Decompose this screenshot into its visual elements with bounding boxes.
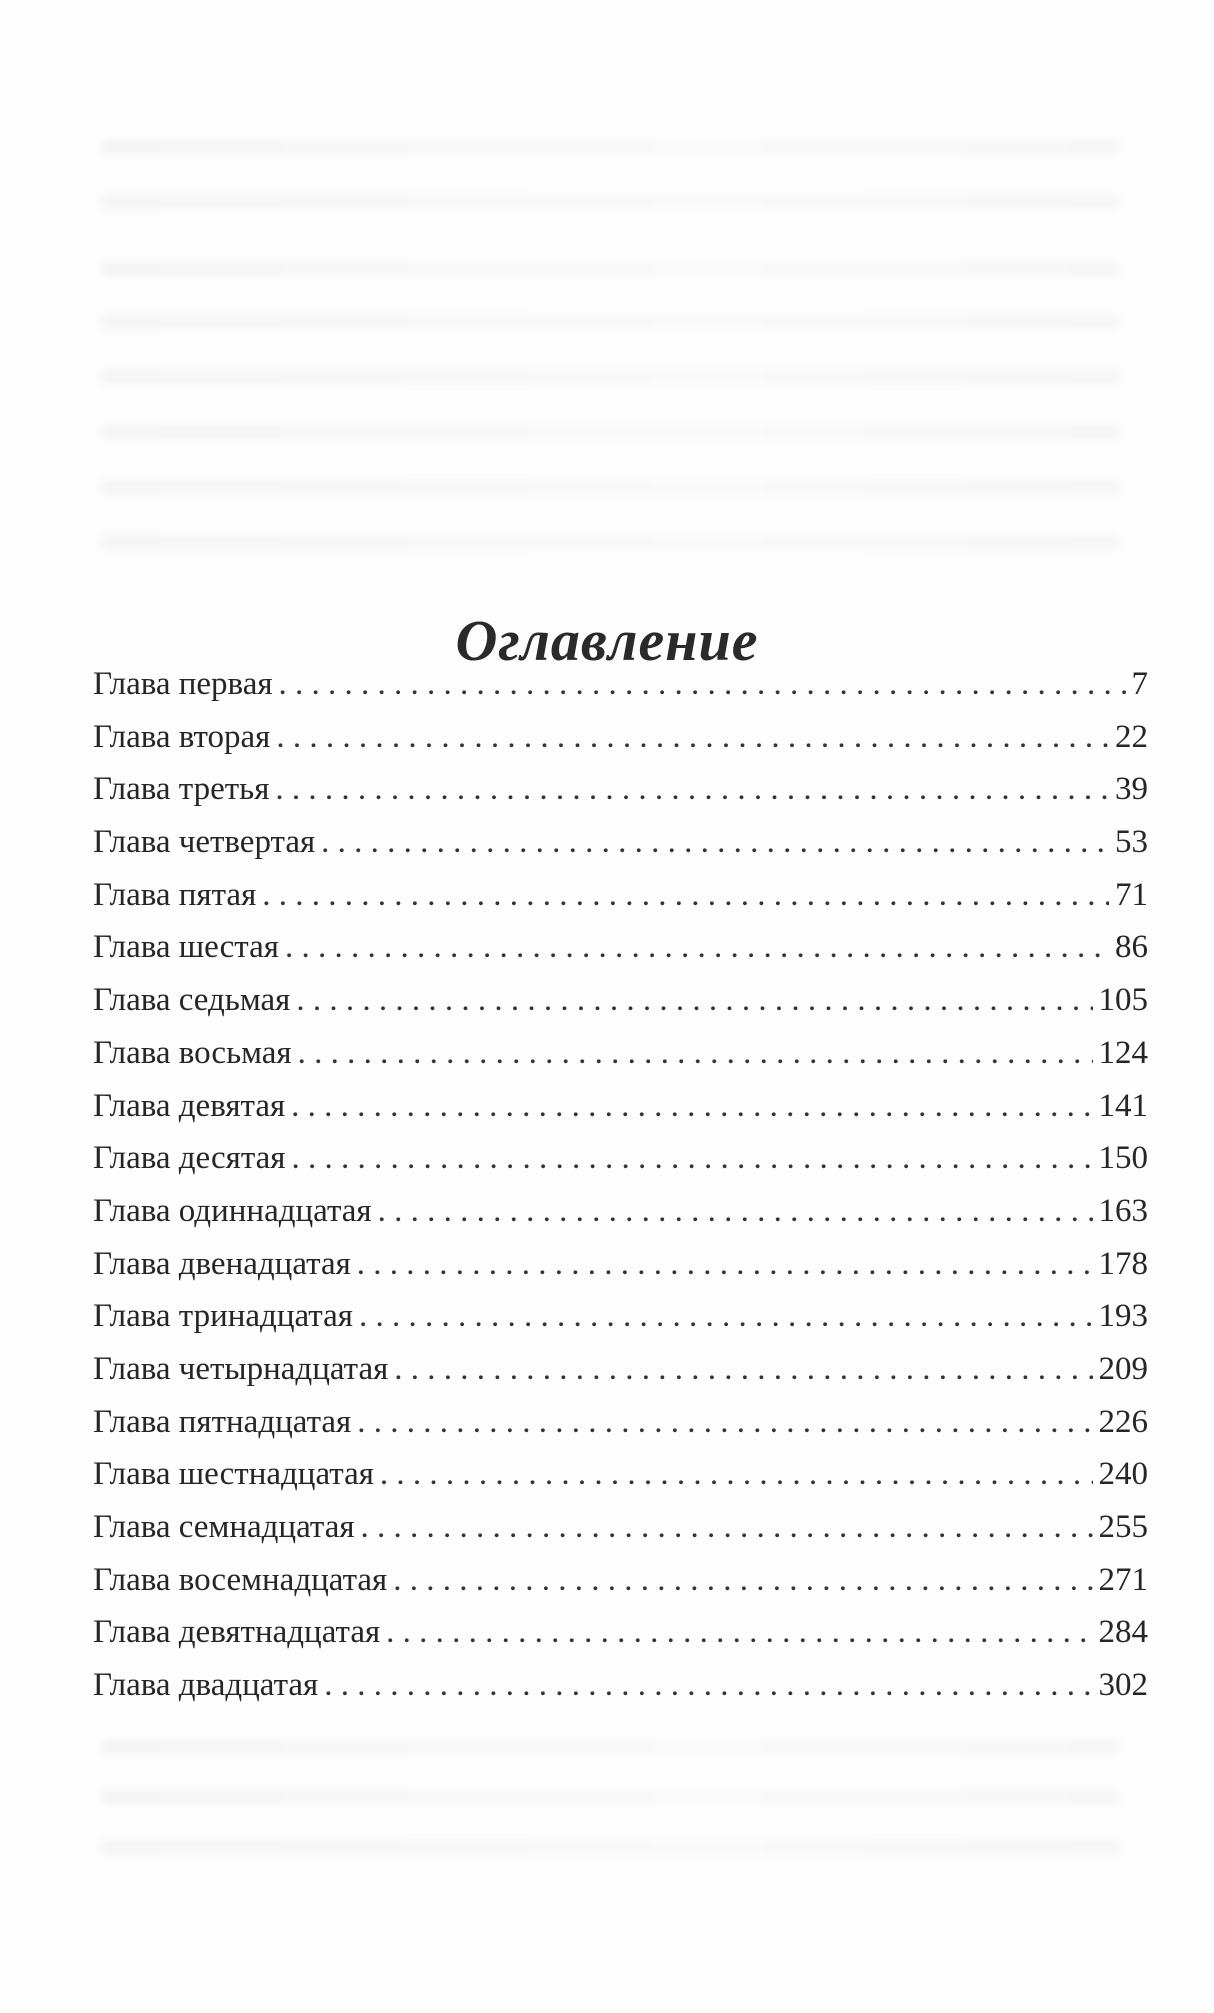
bleed-through-line (100, 1790, 1120, 1804)
toc-entry[interactable] (93, 869, 1148, 922)
toc-entry[interactable] (93, 711, 1148, 764)
page-number: 163 (1098, 1192, 1148, 1229)
dot-leader (275, 763, 1109, 816)
chapter-title: Глава восьмая (93, 1034, 292, 1071)
toc-entry[interactable] (93, 1343, 1148, 1396)
dot-leader (262, 869, 1109, 922)
page-number: 226 (1098, 1403, 1148, 1440)
chapter-title: Глава одиннадцатая (93, 1192, 372, 1229)
dot-leader (378, 1185, 1093, 1238)
toc-entry[interactable] (93, 1606, 1148, 1659)
page-number: 86 (1115, 929, 1148, 966)
page-number: 271 (1098, 1561, 1148, 1598)
bleed-through-line (100, 262, 1120, 276)
toc-entry[interactable] (93, 816, 1148, 869)
bleed-through-line (100, 1840, 1120, 1854)
bleed-through-line (100, 315, 1120, 329)
chapter-title: Глава семнадцатая (93, 1509, 355, 1545)
toc-entry[interactable] (93, 974, 1148, 1027)
toc-entry[interactable] (93, 1290, 1148, 1343)
chapter-title: Глава четырнадцатая (93, 1350, 389, 1387)
chapter-title: Глава двадцатая (93, 1667, 319, 1704)
dot-leader (296, 974, 1092, 1027)
chapter-title: Глава двенадцатая (93, 1245, 351, 1282)
chapter-title: Глава девятнадцатая (93, 1614, 381, 1651)
page-number: 284 (1098, 1614, 1148, 1651)
bleed-through-line (100, 425, 1120, 439)
bleed-through-line (100, 140, 1120, 154)
dot-leader (380, 1448, 1093, 1501)
page-number: 150 (1098, 1140, 1148, 1177)
page-number: 302 (1098, 1667, 1148, 1704)
page-number: 22 (1115, 718, 1148, 755)
dot-leader (279, 658, 1126, 711)
toc-entry[interactable] (93, 1132, 1148, 1185)
dot-leader (285, 921, 1109, 974)
toc-entry[interactable] (93, 1448, 1148, 1501)
dot-leader (359, 1290, 1093, 1343)
toc-entry[interactable] (93, 1554, 1148, 1607)
chapter-title: Глава девятая (93, 1087, 286, 1124)
toc-entry[interactable] (93, 921, 1148, 974)
chapter-title: Глава четвертая (93, 824, 316, 861)
dot-leader (298, 1027, 1093, 1080)
dot-leader (361, 1501, 1093, 1554)
dot-leader (292, 1132, 1093, 1185)
dot-leader (276, 711, 1109, 764)
chapter-title: Глава первая (93, 666, 273, 702)
page-number: 193 (1098, 1298, 1148, 1335)
page-number: 53 (1115, 824, 1148, 861)
dot-leader (386, 1606, 1092, 1659)
page-number: 124 (1098, 1034, 1148, 1071)
dot-leader (321, 816, 1109, 869)
dot-leader (394, 1343, 1092, 1396)
toc-entry[interactable] (93, 1080, 1148, 1133)
bleed-through-line (100, 370, 1120, 384)
chapter-title: Глава пятнадцатая (93, 1403, 352, 1440)
chapter-title: Глава восемнадцатая (93, 1561, 388, 1598)
page-number: 209 (1098, 1350, 1148, 1387)
toc-entry[interactable] (93, 763, 1148, 816)
bleed-through-line (100, 195, 1120, 209)
page-number: 39 (1115, 771, 1148, 808)
bleed-through-line (100, 535, 1120, 549)
chapter-title: Глава пятая (93, 876, 257, 913)
page-title: Оглавление (455, 607, 759, 673)
chapter-title: Глава тринадцатая (93, 1298, 353, 1335)
dot-leader (291, 1080, 1092, 1133)
dot-leader (393, 1554, 1092, 1607)
toc-entry[interactable] (93, 1501, 1148, 1554)
bleed-through-line (100, 480, 1120, 494)
chapter-title: Глава вторая (93, 718, 271, 755)
page-number: 141 (1098, 1087, 1148, 1124)
chapter-title: Глава третья (93, 771, 270, 808)
chapter-title: Глава десятая (93, 1140, 286, 1177)
toc-entry[interactable] (93, 1185, 1148, 1238)
page-number: 105 (1098, 982, 1148, 1019)
page-number: 71 (1115, 876, 1148, 913)
page-number: 7 (1131, 666, 1148, 702)
table-of-contents (93, 658, 1148, 1712)
dot-leader (357, 1238, 1093, 1291)
chapter-title: Глава шестнадцатая (93, 1456, 374, 1493)
chapter-title: Глава седьмая (93, 982, 291, 1019)
toc-entry[interactable] (93, 658, 1148, 711)
page-number: 178 (1098, 1245, 1148, 1282)
dot-leader (357, 1396, 1092, 1449)
chapter-title: Глава шестая (93, 929, 279, 966)
toc-entry[interactable] (93, 1659, 1148, 1712)
toc-entry[interactable] (93, 1238, 1148, 1291)
bleed-through-line (100, 1740, 1120, 1754)
dot-leader (324, 1659, 1092, 1712)
page-number: 240 (1098, 1456, 1148, 1493)
toc-entry[interactable] (93, 1027, 1148, 1080)
page-number: 255 (1098, 1509, 1148, 1545)
toc-entry[interactable] (93, 1396, 1148, 1449)
